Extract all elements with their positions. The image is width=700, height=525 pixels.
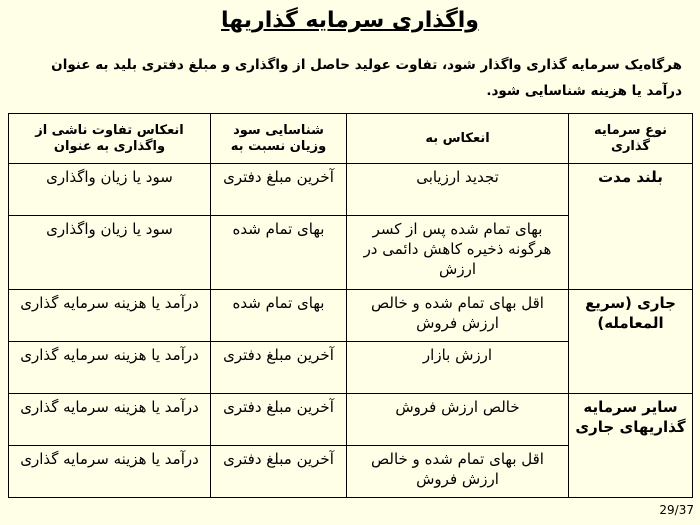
cell-diff: درآمد یا هزینه سرمایه گذاری: [9, 290, 211, 342]
cell-reflect: بهای تمام شده پس از کسر هرگونه ذخیره کاهش دائمی در ارزش: [347, 216, 569, 290]
cell-reflect: اقل بهای تمام شده و خالص ارزش فروش: [347, 290, 569, 342]
cell-recognize: آخرین مبلغ دفتری: [211, 446, 347, 498]
header-recognize: شناسایی سود وزیان نسبت به: [211, 114, 347, 164]
table-row: [9, 290, 693, 342]
slide-title: واگذاری سرمایه گذاریها: [221, 8, 479, 33]
table-row: [9, 394, 693, 446]
cell-diff: درآمد یا هزینه سرمایه گذاری: [9, 446, 211, 498]
table-row: [9, 164, 693, 216]
type-current-marketable: جاری (سریع المعامله): [569, 290, 693, 394]
cell-diff: درآمد یا هزینه سرمایه گذاری: [9, 342, 211, 394]
cell-reflect: تجدید ارزیابی: [347, 164, 569, 216]
cell-diff: درآمد یا هزینه سرمایه گذاری: [9, 394, 211, 446]
cell-diff: سود یا زیان واگذاری: [9, 216, 211, 290]
header-type: نوع سرمایه گذاری: [569, 114, 693, 164]
type-other-current: سایر سرمایه گذاریهای جاری: [569, 394, 693, 498]
cell-diff: سود یا زیان واگذاری: [9, 164, 211, 216]
intro-text: هرگاه‌یک سرمایه گذاری واگذار شود، تفاوت عولید حاصل از واگذاری و مبلغ دفتری بلید به عنوان درآمد یا هزینه شناسایی شود.: [51, 57, 682, 99]
cell-recognize: بهای تمام شده: [211, 290, 347, 342]
cell-reflect: ارزش بازار: [347, 342, 569, 394]
page-number: 29/37: [659, 503, 694, 517]
type-long-term: بلند مدت: [569, 164, 693, 290]
table-header-row: [9, 114, 693, 164]
cell-recognize: آخرین مبلغ دفتری: [211, 164, 347, 216]
cell-recognize: آخرین مبلغ دفتری: [211, 394, 347, 446]
header-diff: انعکاس تفاوت ناشی از واگذاری به عنوان: [9, 114, 211, 164]
cell-recognize: بهای تمام شده: [211, 216, 347, 290]
cell-reflect: اقل بهای تمام شده و خالص ارزش فروش: [347, 446, 569, 498]
cell-reflect: خالص ارزش فروش: [347, 394, 569, 446]
cell-recognize: آخرین مبلغ دفتری: [211, 342, 347, 394]
header-reflect: انعکاس به: [347, 114, 569, 164]
investment-disposal-table: [8, 113, 693, 498]
